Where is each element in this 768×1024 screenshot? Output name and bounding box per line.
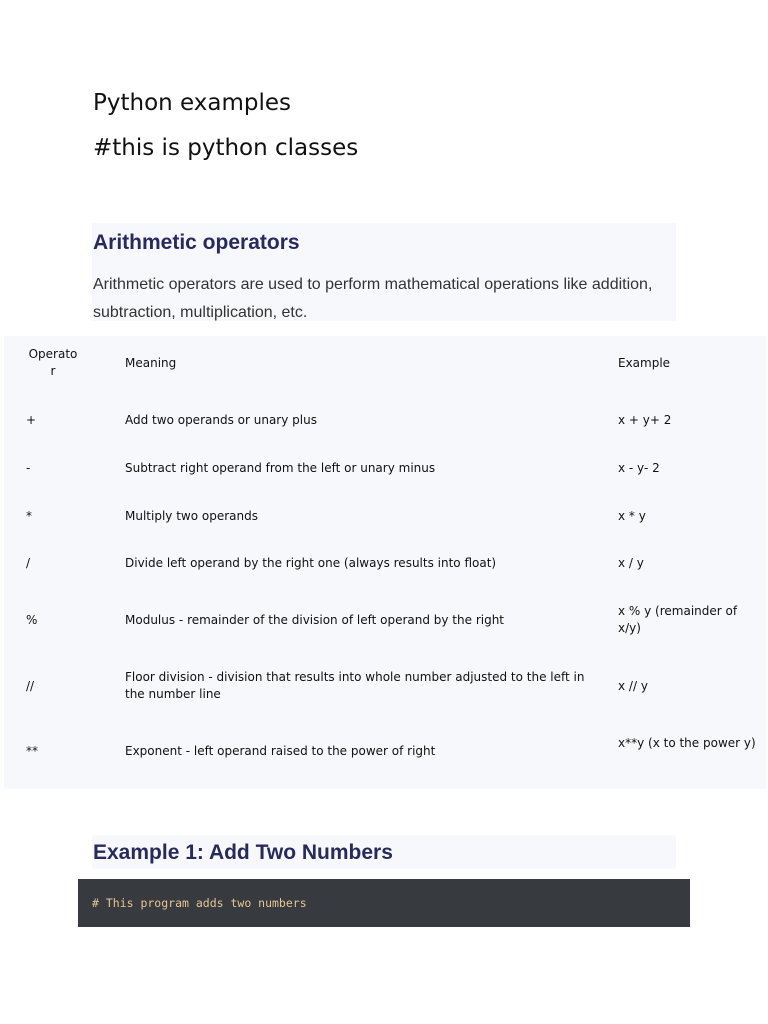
table-cell-example: x / y: [618, 556, 644, 570]
table-cell-meaning: Multiply two operands: [125, 509, 258, 523]
table-cell-operator: **: [26, 744, 38, 758]
table-cell-operator: //: [26, 679, 35, 693]
table-cell-meaning: Add two operands or unary plus: [125, 413, 317, 427]
section-title-example1: Example 1: Add Two Numbers: [93, 841, 393, 864]
arithmetic-section: [92, 223, 676, 321]
table-cell-meaning: Divide left operand by the right one (always results into float): [125, 556, 497, 570]
table-cell-meaning: Subtract right operand from the left or unary minus: [125, 461, 436, 475]
example1-section: [92, 835, 676, 869]
table-header-example: Example: [618, 356, 671, 370]
heading-python-examples: Python examples: [93, 90, 292, 116]
table-cell-example: x * y: [618, 509, 646, 523]
table-cell-meaning: Exponent - left operand raised to the power of right: [125, 744, 436, 758]
table-cell-meaning: Modulus - remainder of the division of left operand by the right: [125, 613, 505, 627]
table-cell-example: x % y (remainder of x/y): [618, 604, 738, 635]
table-cell-operator: %: [26, 613, 38, 627]
operators-table: [4, 336, 766, 789]
table-cell-operator: -: [26, 461, 31, 475]
section-title-arithmetic: Arithmetic operators: [93, 231, 300, 254]
code-block: [78, 879, 690, 927]
table-header-operator: Operato r: [28, 347, 78, 378]
heading-python-classes: #this is python classes: [93, 135, 359, 161]
table-cell-operator: *: [26, 509, 32, 523]
table-cell-example: x + y+ 2: [618, 413, 672, 427]
code-line: # This program adds two numbers: [92, 896, 307, 910]
table-cell-operator: +: [26, 413, 37, 427]
section-description: Arithmetic operators are used to perform mathematical operations like addition, subtraction, multiplication, etc.: [93, 276, 653, 321]
table-cell-meaning: Floor division - division that results into whole number adjusted to the left in the number line: [125, 670, 585, 701]
table-cell-example: x**y (x to the power y): [618, 736, 756, 750]
table-cell-example: x // y: [618, 679, 648, 693]
table-header-meaning: Meaning: [125, 356, 177, 370]
table-cell-operator: /: [26, 556, 31, 570]
table-cell-example: x - y- 2: [618, 461, 660, 475]
